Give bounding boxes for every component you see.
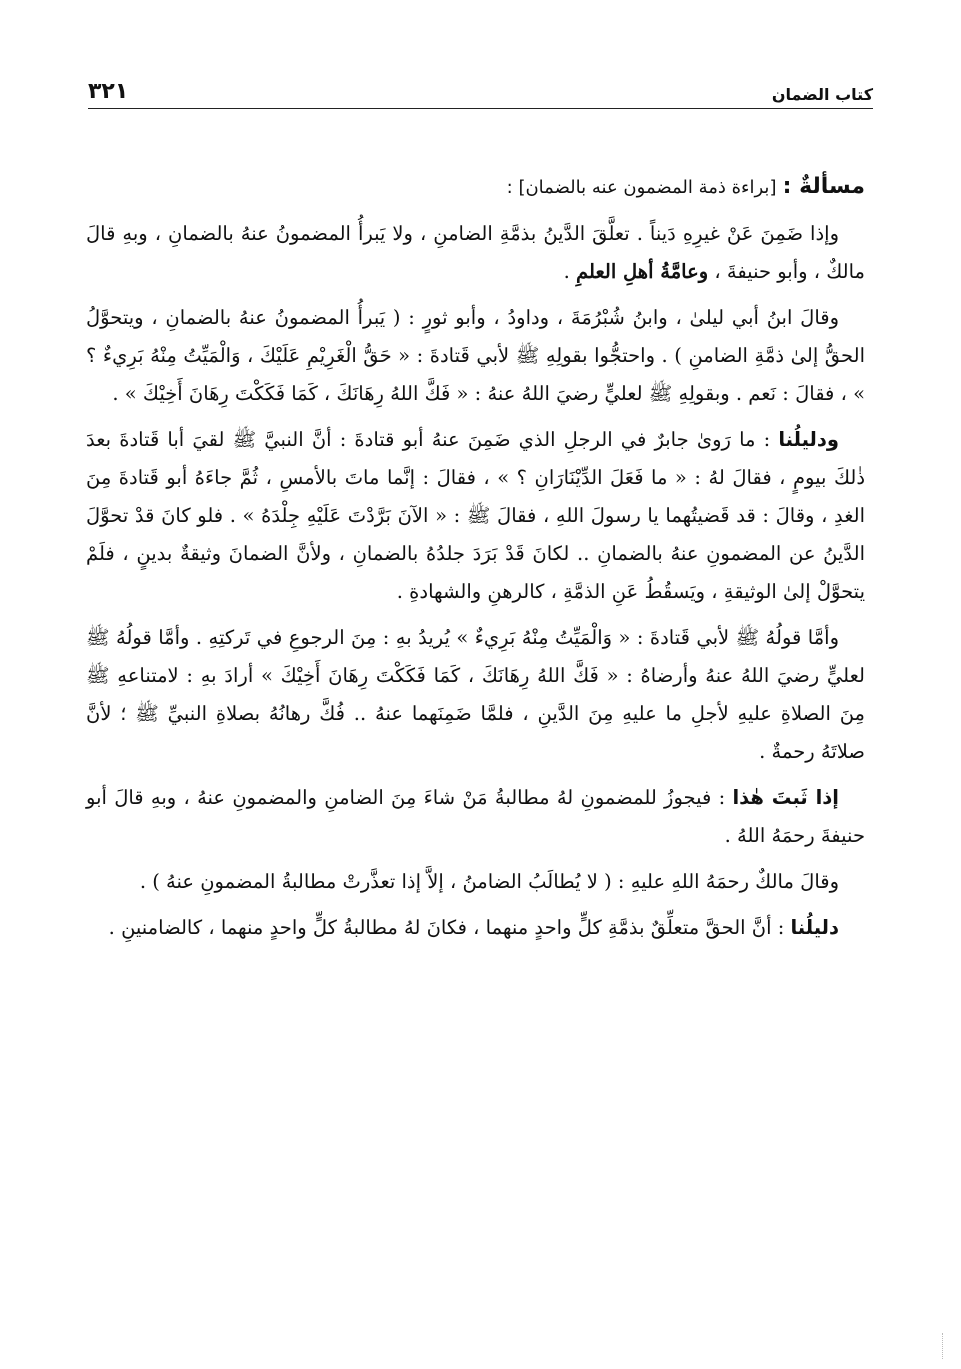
masala-label: مسألةٌ :: [782, 174, 865, 199]
paragraph-5-lead: إذا ثَبتَ هٰذا: [732, 786, 839, 809]
paragraph-6: [86, 863, 865, 901]
paragraph-7: [86, 909, 865, 947]
page-number: ٣٢١: [88, 79, 129, 104]
paragraph-7-lead: دليلُنا: [790, 916, 839, 939]
paragraph-5: [86, 779, 865, 855]
paragraph-3-text: : ما رَوىٰ جابرٌ في الرجلِ الذي ضَمِنَ عنهُ أبو قتادةَ : أنَّ النبيَّ ﷺ لقيَ أبا قَتادةَ بعدَ ذٰلكَ بيومٍ ، فقالَ لهُ : « ما فَعَلَ الدِّيْنَارَانِ ؟ » ، فقالَ : إنَّما ماتَ بالأمسِ ، ثُمَّ جاءَهُ أبو قَتادةَ مِنَ الغدِ ، وقالَ : قد قَضيتُهما يا رسولَ اللهِ ، فقالَ ﷺ : « الآنَ بَرَّدْتَ عَلَيْهِ جِلْدَهُ » . فلو كانَ قدْ تحوَّلَ الدَّينُ عن المضمونِ عنهُ بالضمانِ .. لكانَ قَدْ بَرَدَ جلدُهُ بالضمانِ ، ولأنَّ الضمانَ وثيقةٌ بدينٍ ، فلَمْ يتحوَّلْ إلىٰ الوثيقةِ ، ويَسقُطُ عَنِ الذمَّةِ ، كالرهنِ والشهادةِ .: [86, 428, 865, 603]
masala-title: [براءة ذمة المضمون عنه بالضمان] :: [506, 177, 777, 198]
masala-heading: [86, 168, 865, 207]
paragraph-5-text: : فيجوزُ للمضمونِ لهُ مطالبةُ مَنْ شاءَ مِنَ الضامنِ والمضمونِ عنهُ ، وبهِ قالَ أبو حنيفةَ رحمَهُ اللهُ .: [86, 786, 865, 847]
paragraph-4-text: وأمَّا قولُهُ ﷺ لأبي قَتادةَ : « وَالْمَيِّتُ مِنْهُ بَرِيءٌ » يُريدُ بهِ : مِنَ الرجوعِ في تَركتِهِ . وأمَّا قولُهُ ﷺ لعليٍّ رضيَ اللهُ عنهُ وأرضاهُ : « فَكَّ اللهُ رِهَانَكَ ، كَمَا فَكَكْتَ رِهَانَ أَخِيْكَ » أرادَ بهِ : لامتناعهِ ﷺ مِنَ الصلاةِ عليهِ لأجلِ ما عليهِ مِنَ الدَّينِ ، فلمَّا ضَمِنَهما عنهُ .. فُكَّ رهانُهُ بصلاةِ النبيِّ ﷺ ؛ لأنَّ صلاتَهُ رحمةٌ .: [86, 626, 865, 763]
paragraph-1-text: وإذا ضَمِنَ عَنْ غيرِهِ دَيناً . تعلَّقَ الدَّينُ بذمَّةِ الضامنِ ، ولا يَبرأُ المضمونُ عنهُ بالضمانِ ، وبهِ قالَ مالكٌ ، وأبو حنيفةَ ،: [86, 222, 865, 283]
paragraph-4: [86, 619, 865, 771]
paragraph-1: [86, 215, 865, 291]
paragraph-2-text: وقالَ ابنُ أبي ليلىٰ ، وابنُ شُبْرُمَةَ ، وداودُ ، وأبو ثورٍ : ( يَبرأُ المضمونُ عنهُ بالضمانِ ، ويتحوَّلُ الحقُّ إلىٰ ذمَّةِ الضامنِ ) . واحتجُّوا بقولِهِ ﷺ لأبي قَتادةَ : « حَقُّ الْغَرِيْمِ عَلَيْكَ ، وَالْمَيِّتُ مِنْهُ بَرِيءٌ ؟ » ، فقالَ : نَعم . وبقولِهِ ﷺ لعليٍّ رضيَ اللهُ عنهُ : « فَكَّ اللهُ رِهَانَكَ ، كَمَا فَكَكْتَ رِهَانَ أَخِيْكَ » .: [86, 306, 865, 405]
page-body: [86, 168, 865, 955]
paragraph-2: [86, 299, 865, 413]
paragraph-3-lead: ودليلُنا: [778, 428, 839, 451]
paragraph-7-text: : أنَّ الحقَّ متعلِّقٌ بذمَّةِ كلٍّ واحدٍ منهما ، فكانَ لهُ مطالبةُ كلٍّ واحدٍ منهما ، كالضامنينِ .: [108, 916, 791, 939]
chapter-title: كتاب الضمان: [771, 85, 873, 104]
paragraph-1-end: .: [563, 260, 577, 283]
margin-mark: [938, 1333, 943, 1359]
running-header: [88, 70, 873, 109]
paragraph-6-text: وقالَ مالكٌ رحمَهُ اللهِ عليهِ : ( لا يُطالَبُ الضامنُ ، إلاَّ إذا تعذَّرتْ مطالبةُ المضمونِ عنهُ ) .: [139, 870, 839, 893]
paragraph-1-emphasis: وعامَّةُ أهلِ العلمِ: [576, 260, 709, 283]
paragraph-3: [86, 421, 865, 611]
